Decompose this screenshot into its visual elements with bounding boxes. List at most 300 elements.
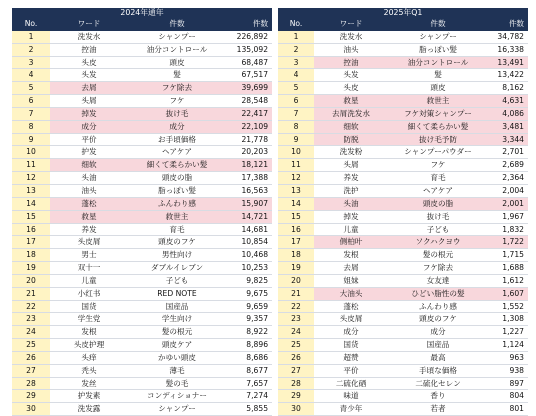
row-number: 28	[12, 377, 50, 390]
translation-cell: 油分コントロール	[388, 56, 488, 69]
keyword-cell: 油头	[50, 184, 128, 197]
row-number: 23	[278, 313, 314, 326]
keyword-cell: 大油头	[314, 287, 388, 300]
keyword-cell: 二硫化硒	[314, 377, 388, 390]
keyword-cell: 侧柏叶	[314, 236, 388, 249]
row-number: 12	[278, 172, 314, 185]
row-number: 3	[278, 56, 314, 69]
count-cell: 8,686	[226, 351, 272, 364]
count-cell: 1,967	[488, 210, 528, 223]
count-cell: 4,631	[488, 95, 528, 108]
row-number: 24	[12, 326, 50, 339]
keyword-cell: 儿童	[50, 274, 128, 287]
translation-cell: 若者	[388, 403, 488, 416]
keyword-cell: 头皮屑	[50, 236, 128, 249]
keyword-cell: 头屑	[50, 95, 128, 108]
count-cell: 1,688	[488, 262, 528, 275]
keyword-cell: 洗发露	[50, 403, 128, 416]
keyword-cell: 成分	[314, 326, 388, 339]
count-cell: 938	[488, 364, 528, 377]
count-cell: 28,548	[226, 95, 272, 108]
table-row	[12, 210, 272, 223]
table-row	[12, 133, 272, 146]
table-row	[12, 56, 272, 69]
table-row	[278, 82, 528, 95]
count-cell: 2,004	[488, 184, 528, 197]
keyword-cell: 头发	[314, 69, 388, 82]
translation-cell: フケ	[128, 95, 226, 108]
table-row	[12, 377, 272, 390]
keyword-cell: 护发	[50, 146, 128, 159]
row-number: 12	[12, 172, 50, 185]
count-cell: 9,357	[226, 313, 272, 326]
row-number: 17	[12, 236, 50, 249]
row-number: 9	[12, 133, 50, 146]
translation-cell: 香り	[388, 390, 488, 403]
translation-cell: 細くて柔らかい髪	[128, 159, 226, 172]
keyword-cell: 护发素	[50, 390, 128, 403]
row-number: 6	[12, 95, 50, 108]
keyword-cell: 蓬松	[50, 197, 128, 210]
translation-cell: シャンプー	[128, 30, 226, 43]
row-number: 26	[278, 351, 314, 364]
row-number: 11	[278, 159, 314, 172]
row-number: 13	[278, 184, 314, 197]
keyword-cell: 儿童	[314, 223, 388, 236]
count-cell: 2,001	[488, 197, 528, 210]
translation-cell: 脂っぽい髪	[388, 43, 488, 56]
row-number: 29	[278, 390, 314, 403]
row-number: 3	[12, 56, 50, 69]
table-row	[12, 300, 272, 313]
row-number: 4	[278, 69, 314, 82]
translation-cell: ソクハクヨウ	[388, 236, 488, 249]
keyword-cell: 蓬松	[314, 300, 388, 313]
table-row	[12, 197, 272, 210]
table-row	[278, 223, 528, 236]
keyword-cell: 细软	[314, 120, 388, 133]
table-row	[12, 146, 272, 159]
translation-cell: 抜け毛予防	[388, 133, 488, 146]
count-cell: 15,907	[226, 197, 272, 210]
row-number: 9	[278, 133, 314, 146]
translation-cell: 髪	[128, 69, 226, 82]
keyword-cell: 发丝	[50, 377, 128, 390]
keyword-cell: 头皮	[314, 82, 388, 95]
keyword-cell: 控油	[50, 43, 128, 56]
table-row	[278, 95, 528, 108]
table-row	[278, 390, 528, 403]
column-header-count: 件数	[488, 18, 528, 30]
count-cell: 5,855	[226, 403, 272, 416]
table-row	[278, 133, 528, 146]
count-cell: 22,109	[226, 120, 272, 133]
row-number: 2	[278, 43, 314, 56]
table-2025q1	[278, 8, 528, 416]
keyword-cell: 成分	[50, 120, 128, 133]
count-cell: 1,227	[488, 326, 528, 339]
count-cell: 10,468	[226, 249, 272, 262]
count-cell: 22,417	[226, 107, 272, 120]
count-cell: 1,124	[488, 339, 528, 352]
translation-cell: お手頃価格	[128, 133, 226, 146]
translation-cell: フケ	[388, 159, 488, 172]
table-row	[12, 351, 272, 364]
keyword-cell: 姐妹	[314, 274, 388, 287]
translation-cell: 国産品	[388, 339, 488, 352]
keyword-cell: 细软	[50, 159, 128, 172]
table-row	[12, 82, 272, 95]
translation-cell: 頭皮のフケ	[128, 236, 226, 249]
table-row	[278, 236, 528, 249]
translation-cell: シャンプーパウダー	[388, 146, 488, 159]
column-header-category: 件数	[388, 18, 488, 30]
row-number: 15	[278, 210, 314, 223]
row-number: 10	[278, 146, 314, 159]
count-cell: 20,203	[226, 146, 272, 159]
row-number: 25	[12, 339, 50, 352]
keyword-cell: 洗发水	[314, 30, 388, 43]
translation-cell: 髪の毛	[128, 377, 226, 390]
table-row	[278, 43, 528, 56]
translation-cell: 手頃な価格	[388, 364, 488, 377]
column-header-no: No.	[278, 18, 314, 30]
row-number: 10	[12, 146, 50, 159]
table-row	[278, 300, 528, 313]
count-cell: 8,896	[226, 339, 272, 352]
row-number: 20	[12, 274, 50, 287]
keyword-cell: 养发	[50, 223, 128, 236]
keyword-cell: 头油	[314, 197, 388, 210]
translation-cell: 髪の根元	[128, 326, 226, 339]
table-row	[12, 313, 272, 326]
keyword-cell: 头皮	[50, 56, 128, 69]
column-header-no: No.	[12, 18, 50, 30]
count-cell: 804	[488, 390, 528, 403]
translation-cell: 頭皮の脂	[388, 197, 488, 210]
count-cell: 1,612	[488, 274, 528, 287]
translation-cell: 救世主	[128, 210, 226, 223]
table-row	[12, 274, 272, 287]
count-cell: 3,344	[488, 133, 528, 146]
translation-cell: 頭皮	[128, 56, 226, 69]
table-row	[278, 339, 528, 352]
row-number: 4	[12, 69, 50, 82]
count-cell: 1,308	[488, 313, 528, 326]
translation-cell: 頭皮のフケ	[388, 313, 488, 326]
translation-cell: フケ対策シャンプー	[388, 107, 488, 120]
keyword-cell: 控油	[314, 56, 388, 69]
translation-cell: フケ除去	[388, 262, 488, 275]
keyword-cell: 青少年	[314, 403, 388, 416]
table-row	[278, 146, 528, 159]
table-row	[278, 197, 528, 210]
keyword-cell: 国货	[50, 300, 128, 313]
keyword-cell: 头痒	[50, 351, 128, 364]
keyword-cell: 头油	[50, 172, 128, 185]
table-row	[12, 236, 272, 249]
count-cell: 7,657	[226, 377, 272, 390]
row-number: 21	[278, 287, 314, 300]
keyword-cell: 防脱	[314, 133, 388, 146]
table-row	[12, 249, 272, 262]
row-number: 16	[12, 223, 50, 236]
row-number: 19	[278, 262, 314, 275]
keyword-cell: 学生党	[50, 313, 128, 326]
translation-cell: ヘアケア	[388, 184, 488, 197]
count-cell: 18,121	[226, 159, 272, 172]
translation-cell: コンディショナー	[128, 390, 226, 403]
row-number: 5	[12, 82, 50, 95]
table-row	[278, 56, 528, 69]
translation-cell: 細くて柔らかい髪	[388, 120, 488, 133]
row-number: 6	[278, 95, 314, 108]
table-row	[278, 249, 528, 262]
keyword-cell: 头发	[50, 69, 128, 82]
keyword-cell: 去屑	[314, 262, 388, 275]
translation-cell: 頭皮	[388, 82, 488, 95]
translation-cell: ダブルイレブン	[128, 262, 226, 275]
table-row	[12, 339, 272, 352]
row-number: 14	[12, 197, 50, 210]
row-number: 18	[278, 249, 314, 262]
keyword-cell: 国货	[314, 339, 388, 352]
table-row	[278, 210, 528, 223]
column-header-word: ワード	[314, 18, 388, 30]
table-row	[278, 351, 528, 364]
keyword-cell: 洗护	[314, 184, 388, 197]
table-2024	[12, 8, 272, 416]
count-cell: 1,722	[488, 236, 528, 249]
translation-cell: 成分	[128, 120, 226, 133]
row-number: 22	[12, 300, 50, 313]
table-title: 2025年Q1	[278, 8, 528, 18]
row-number: 24	[278, 326, 314, 339]
keyword-cell: 掉发	[50, 107, 128, 120]
row-number: 2	[12, 43, 50, 56]
table-row	[12, 287, 272, 300]
table-row	[12, 262, 272, 275]
row-number: 21	[12, 287, 50, 300]
row-number: 20	[278, 274, 314, 287]
count-cell: 2,701	[488, 146, 528, 159]
count-cell: 13,422	[488, 69, 528, 82]
translation-cell: 頭皮の脂	[128, 172, 226, 185]
count-cell: 1,552	[488, 300, 528, 313]
translation-cell: 女友達	[388, 274, 488, 287]
row-number: 1	[278, 30, 314, 43]
table-row	[12, 172, 272, 185]
table-row	[12, 159, 272, 172]
table-row	[12, 223, 272, 236]
count-cell: 135,092	[226, 43, 272, 56]
count-cell: 8,922	[226, 326, 272, 339]
translation-cell: 油分コントロール	[128, 43, 226, 56]
keyword-cell: 头皮屑	[314, 313, 388, 326]
row-number: 13	[12, 184, 50, 197]
translation-cell: 成分	[388, 326, 488, 339]
table-row	[278, 364, 528, 377]
row-number: 7	[278, 107, 314, 120]
count-cell: 2,689	[488, 159, 528, 172]
count-cell: 13,491	[488, 56, 528, 69]
table-row	[278, 159, 528, 172]
keyword-cell: 洗发粉	[314, 146, 388, 159]
row-number: 25	[278, 339, 314, 352]
table-row	[12, 95, 272, 108]
row-number: 23	[12, 313, 50, 326]
translation-cell: 男性向け	[128, 249, 226, 262]
count-cell: 226,892	[226, 30, 272, 43]
column-header-count: 件数	[226, 18, 272, 30]
table-row	[12, 43, 272, 56]
count-cell: 7,274	[226, 390, 272, 403]
keyword-cell: 男士	[50, 249, 128, 262]
table-row	[12, 364, 272, 377]
count-cell: 2,364	[488, 172, 528, 185]
keyword-cell: 发根	[50, 326, 128, 339]
keyword-cell: 秃头	[50, 364, 128, 377]
keyword-cell: 洗发水	[50, 30, 128, 43]
row-number: 27	[278, 364, 314, 377]
count-cell: 14,681	[226, 223, 272, 236]
translation-cell: 国産品	[128, 300, 226, 313]
translation-cell: ふんわり感	[388, 300, 488, 313]
keyword-cell: 油头	[314, 43, 388, 56]
translation-cell: 救世主	[388, 95, 488, 108]
column-header-word: ワード	[50, 18, 128, 30]
table-title: 2024年通年	[12, 8, 272, 18]
keyword-cell: 超赞	[314, 351, 388, 364]
keyword-cell: 味道	[314, 390, 388, 403]
table-row	[12, 184, 272, 197]
translation-cell: 髪	[388, 69, 488, 82]
table-row	[278, 69, 528, 82]
table-row	[12, 120, 272, 133]
row-number: 28	[278, 377, 314, 390]
row-number: 22	[278, 300, 314, 313]
count-cell: 801	[488, 403, 528, 416]
table-row	[12, 30, 272, 43]
count-cell: 68,487	[226, 56, 272, 69]
count-cell: 8,162	[488, 82, 528, 95]
count-cell: 16,338	[488, 43, 528, 56]
table-row	[278, 262, 528, 275]
keyword-cell: 去屑洗发水	[314, 107, 388, 120]
count-cell: 16,563	[226, 184, 272, 197]
count-cell: 39,699	[226, 82, 272, 95]
count-cell: 1,607	[488, 287, 528, 300]
table-row	[12, 107, 272, 120]
row-number: 7	[12, 107, 50, 120]
translation-cell: シャンプー	[128, 403, 226, 416]
table-row	[278, 287, 528, 300]
count-cell: 9,825	[226, 274, 272, 287]
translation-cell: ふんわり感	[128, 197, 226, 210]
count-cell: 14,721	[226, 210, 272, 223]
count-cell: 9,659	[226, 300, 272, 313]
row-number: 17	[278, 236, 314, 249]
translation-cell: 頭皮ケア	[128, 339, 226, 352]
translation-cell: 学生向け	[128, 313, 226, 326]
column-header-category: 件数	[128, 18, 226, 30]
keyword-cell: 发根	[314, 249, 388, 262]
count-cell: 34,782	[488, 30, 528, 43]
table-row	[278, 107, 528, 120]
translation-cell: ひどい脂性の髪	[388, 287, 488, 300]
keyword-cell: 掉发	[314, 210, 388, 223]
translation-cell: 子ども	[128, 274, 226, 287]
translation-cell: ヘアケア	[128, 146, 226, 159]
count-cell: 1,832	[488, 223, 528, 236]
keyword-cell: 头皮护理	[50, 339, 128, 352]
table-row	[278, 172, 528, 185]
translation-cell: 薄毛	[128, 364, 226, 377]
row-number: 27	[12, 364, 50, 377]
table-row	[278, 184, 528, 197]
keyword-cell: 小红书	[50, 287, 128, 300]
row-number: 11	[12, 159, 50, 172]
row-number: 18	[12, 249, 50, 262]
keyword-cell: 去屑	[50, 82, 128, 95]
count-cell: 963	[488, 351, 528, 364]
translation-cell: 子ども	[388, 223, 488, 236]
translation-cell: フケ除去	[128, 82, 226, 95]
table-row	[12, 326, 272, 339]
row-number: 26	[12, 351, 50, 364]
count-cell: 10,854	[226, 236, 272, 249]
table-row	[278, 120, 528, 133]
count-cell: 8,677	[226, 364, 272, 377]
table-row	[278, 313, 528, 326]
keyword-cell: 头屑	[314, 159, 388, 172]
translation-cell: 髪の根元	[388, 249, 488, 262]
translation-cell: 二硫化セレン	[388, 377, 488, 390]
translation-cell: 抜け毛	[128, 107, 226, 120]
table-row	[278, 30, 528, 43]
translation-cell: RED NOTE	[128, 287, 226, 300]
count-cell: 17,388	[226, 172, 272, 185]
translation-cell: 育毛	[388, 172, 488, 185]
keyword-cell: 养发	[314, 172, 388, 185]
count-cell: 3,481	[488, 120, 528, 133]
translation-cell: 脂っぽい髪	[128, 184, 226, 197]
translation-cell: 最高	[388, 351, 488, 364]
row-number: 14	[278, 197, 314, 210]
translation-cell: かゆい頭皮	[128, 351, 226, 364]
count-cell: 897	[488, 377, 528, 390]
row-number: 8	[278, 120, 314, 133]
table-row	[12, 69, 272, 82]
count-cell: 10,253	[226, 262, 272, 275]
count-cell: 1,715	[488, 249, 528, 262]
keyword-cell: 双十一	[50, 262, 128, 275]
table-row	[278, 377, 528, 390]
row-number: 30	[278, 403, 314, 416]
count-cell: 67,517	[226, 69, 272, 82]
keyword-cell: 救星	[314, 95, 388, 108]
row-number: 16	[278, 223, 314, 236]
row-number: 8	[12, 120, 50, 133]
row-number: 29	[12, 390, 50, 403]
translation-cell: 育毛	[128, 223, 226, 236]
keyword-cell: 救星	[50, 210, 128, 223]
translation-cell: 抜け毛	[388, 210, 488, 223]
keyword-cell: 平价	[50, 133, 128, 146]
table-row	[12, 390, 272, 403]
count-cell: 4,086	[488, 107, 528, 120]
row-number: 1	[12, 30, 50, 43]
